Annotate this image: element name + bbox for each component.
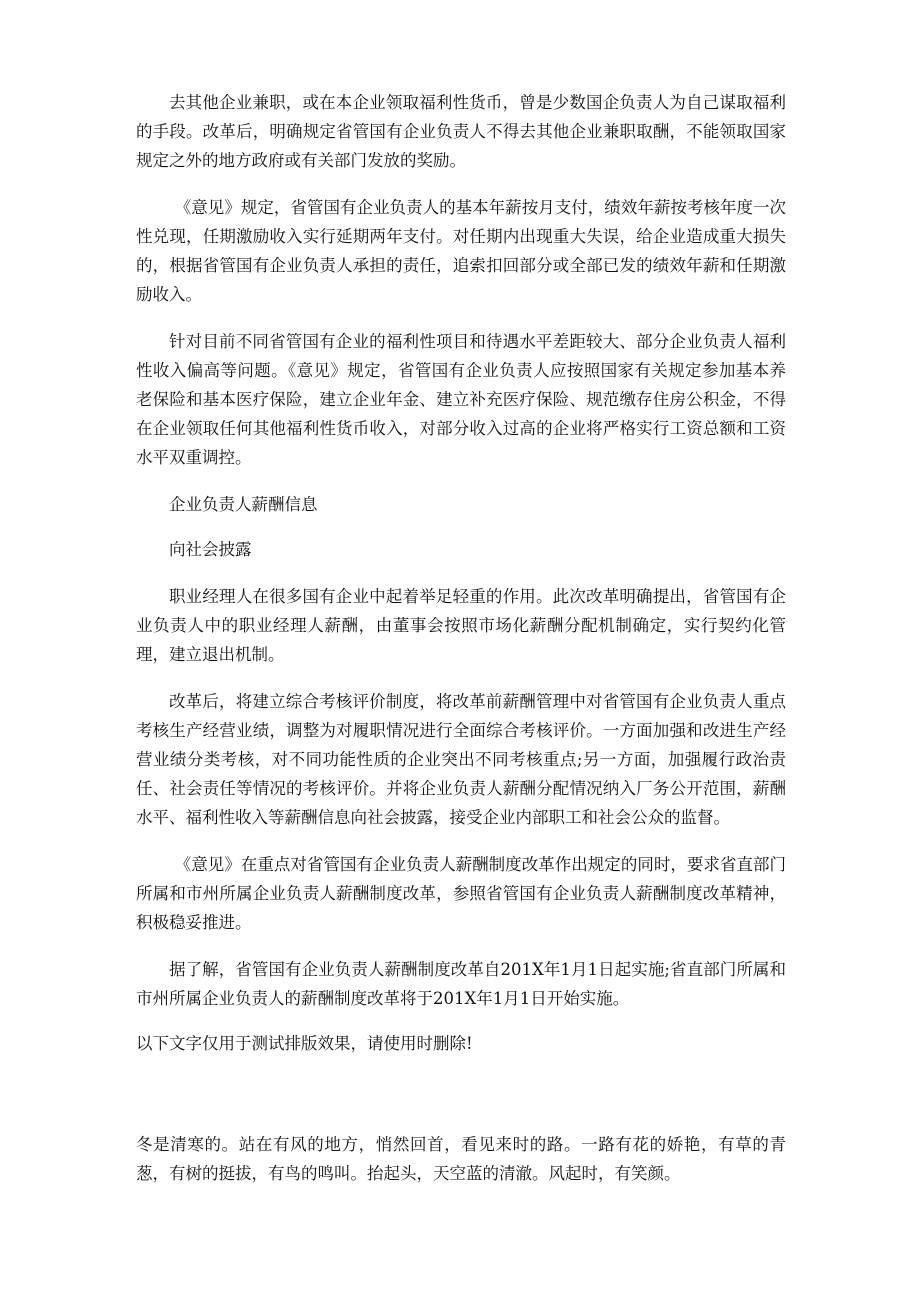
- paragraph-professional-managers: 职业经理人在很多国有企业中起着举足轻重的作用。此次改革明确提出，省管国有企业负责人中的职业经理人薪酬，由董事会按照市场化薪酬分配机制确定，实行契约化管理，建立退出机制。: [136, 587, 786, 664]
- test-layout-note: 以下文字仅用于测试排版效果，请使用时删除!: [136, 1034, 473, 1053]
- subheading-public-disclosure: 向社会披露: [169, 540, 252, 559]
- paragraph-effective-date: 据了解，省管国有企业负责人薪酬制度改革自201X年1月1日起实施;省直部门所属和市州所属企业负责人的薪酬制度改革将于201X年1月1日开始实施。: [136, 960, 786, 1008]
- document-body: [136, 88, 786, 1188]
- paragraph-winter: 冬是清寒的。站在有风的地方，悄然回首，看见来时的路。一路有花的娇艳，有草的青葱，有树的挺拔，有鸟的鸣叫。抬起头，天空蓝的清澈。风起时，有笑颜。: [136, 1135, 786, 1183]
- paragraph-provincial-departments: 《意见》在重点对省管国有企业负责人薪酬制度改革作出规定的同时，要求省直部门所属和市州所属企业负责人薪酬制度改革，参照省管国有企业负责人薪酬制度改革精神，积极稳妥推进。: [136, 855, 786, 932]
- subheading-salary-info: 企业负责人薪酬信息: [169, 495, 318, 514]
- paragraph-welfare-items: 针对目前不同省管国有企业的福利性项目和待遇水平差距较大、部分企业负责人福利性收入偏高等问题。《意见》规定，省管国有企业负责人应按照国家有关规定参加基本养老保险和基本医疗保险，建立企业年金、建立补充医疗保险、规范缴存住房公积金，不得在企业领取任何其他福利性货币收入，对部分收入过高的企业将严格实行工资总额和工资水平双重调控。: [136, 332, 786, 467]
- paragraph-no-side-jobs: 去其他企业兼职，或在本企业领取福利性货币，曾是少数国企负责人为自己谋取福利的手段。改革后，明确规定省管国有企业负责人不得去其他企业兼职取酬，不能领取国家规定之外的地方政府或有关部门发放的奖励。: [136, 93, 786, 170]
- paragraph-evaluation-system: 改革后，将建立综合考核评价制度，将改革前薪酬管理中对省管国有企业负责人重点考核生产经营业绩，调整为对履职情况进行全面综合考核评价。一方面加强和改进生产经营业绩分类考核，对不同功能性质的企业突出不同考核重点;另一方面，加强履行政治责任、社会责任等情况的考核评价。并将企业负责人薪酬分配情况纳入厂务公开范围，薪酬水平、福利性收入等薪酬信息向社会披露，接受企业内部职工和社会公众的监督。: [136, 692, 786, 827]
- paragraph-salary-payment: 《意见》规定，省管国有企业负责人的基本年薪按月支付，绩效年薪按考核年度一次性兑现，任期激励收入实行延期两年支付。对任期内出现重大失误，给企业造成重大损失的，根据省管国有企业负责人承担的责任，追索扣回部分或全部已发的绩效年薪和任期激励收入。: [136, 198, 786, 304]
